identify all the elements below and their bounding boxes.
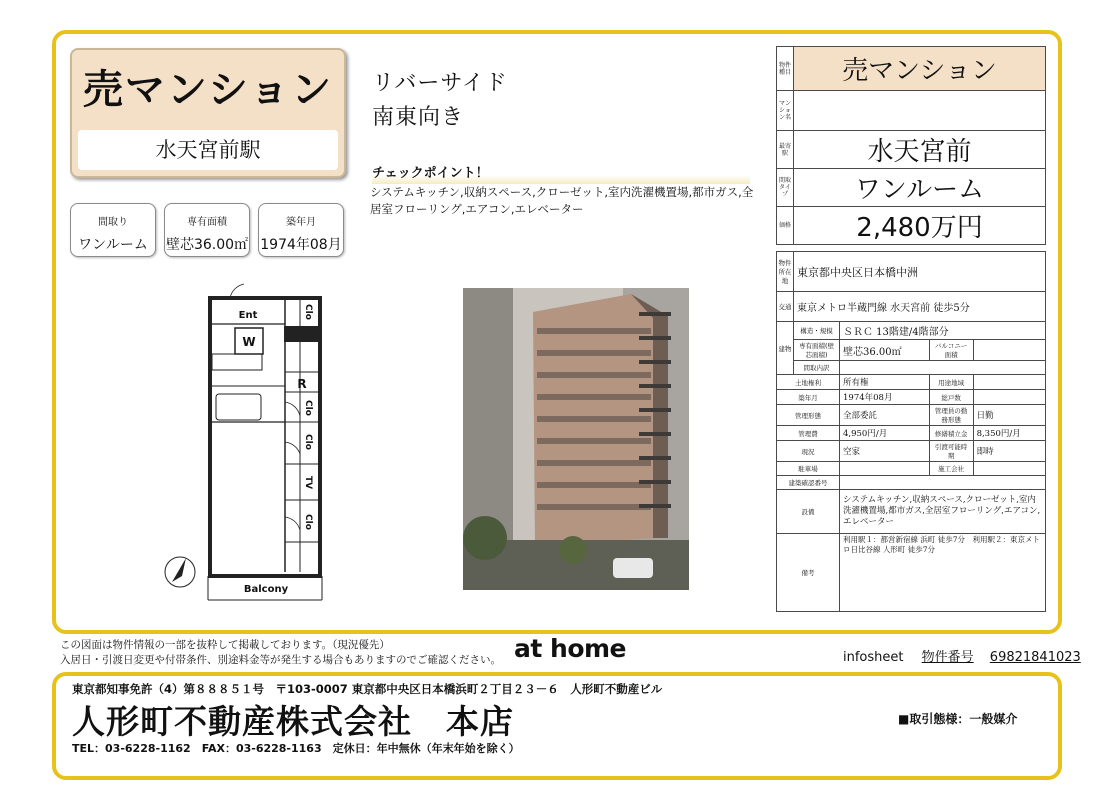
checkpoint-title: チェックポイント！ xyxy=(372,162,750,184)
detail-label: 土地権利 xyxy=(777,375,840,390)
detail-management-fee: 4,950円/月 xyxy=(840,426,930,441)
detail-label: 間取内訳 xyxy=(794,361,840,375)
detail-area: 壁芯36.00㎡ xyxy=(840,340,930,361)
detail-zoning xyxy=(973,375,1045,390)
spec-label: 築年月 xyxy=(286,217,316,228)
detail-label: 建物 xyxy=(777,322,794,375)
detail-status: 空家 xyxy=(840,441,930,462)
sheet-label: マンション名 xyxy=(777,91,794,131)
checkpoint-text: システムキッチン,収納スペース,クローゼット,室内洗濯機置場,都市ガス,全居室フローリング,エアコン,エレベーター xyxy=(370,185,754,216)
detail-remarks: 利用駅１：都営新宿線 浜町 徒歩7分 利用駅２：東京メトロ日比谷線 人形町 徒歩7分 xyxy=(840,534,1046,612)
athome-logo: at home xyxy=(514,634,627,663)
detail-units xyxy=(973,390,1045,405)
detail-layout-detail xyxy=(840,361,1046,375)
detail-label: 駐車場 xyxy=(777,462,840,476)
detail-label: 用途地域 xyxy=(929,375,973,390)
detail-label: 建築確認番号 xyxy=(777,476,840,490)
sheet-property-type: 売マンション xyxy=(794,47,1046,91)
floorplan-drawing xyxy=(160,282,340,607)
detail-management-type: 全部委託 xyxy=(840,405,930,426)
infosheet-label: infosheet xyxy=(843,650,904,665)
detail-balcony xyxy=(973,340,1045,361)
detail-manager: 日勤 xyxy=(973,405,1045,426)
detail-repair-fund: 8,350円/月 xyxy=(973,426,1045,441)
floorplan-label-clo: Clo xyxy=(303,434,313,450)
detail-parking xyxy=(840,462,930,476)
detail-table xyxy=(776,251,1046,612)
floorplan-label-clo: Clo xyxy=(303,400,313,416)
footer-notes xyxy=(60,638,501,668)
sheet-building-name xyxy=(794,91,1046,131)
sheet-price: 2,480万円 xyxy=(794,207,1046,245)
sheet-layout: ワンルーム xyxy=(794,169,1046,207)
tagline-1: リバーサイド xyxy=(372,71,508,96)
floorplan-label-clo: Clo xyxy=(303,514,313,530)
floorplan-label-balcony: Balcony xyxy=(243,584,289,595)
detail-label: 現況 xyxy=(777,441,840,462)
detail-structure: ＳＲＣ 13階建/4階部分 xyxy=(840,322,1046,340)
building-photo-icon xyxy=(463,288,689,590)
detail-label: 引渡可能時期 xyxy=(929,441,973,462)
spec-value: 1974年08月 xyxy=(260,237,342,253)
summary-sheet xyxy=(776,46,1046,245)
sheet-label: 価格 xyxy=(777,207,794,245)
floorplan-label-r: R xyxy=(297,377,307,391)
sheet-label: 間取タイプ xyxy=(777,169,794,207)
property-number: 69821841023 xyxy=(989,650,1081,665)
detail-label: 交通 xyxy=(777,292,794,322)
spec-label: 専有面積 xyxy=(187,217,227,228)
spec-value: ワンルーム xyxy=(78,237,148,253)
company-contact: TEL：03-6228-1162 FAX：03-6228-1163 定休日：年中無休（年末年始を除く） xyxy=(72,742,520,755)
spec-card-layout xyxy=(70,203,156,257)
company-name: 人形町不動産株式会社 本店 xyxy=(72,702,514,741)
detail-built: 1974年08月 xyxy=(840,390,930,405)
sheet-label: 最寄駅 xyxy=(777,131,794,169)
infosheet-info xyxy=(843,646,1081,665)
sheet-station: 水天宮前 xyxy=(794,131,1046,169)
detail-handover: 即時 xyxy=(973,441,1045,462)
detail-label: 構造・規模 xyxy=(794,322,840,340)
detail-label: 物件所在地 xyxy=(777,252,794,292)
property-number-label: 物件番号 xyxy=(921,650,974,665)
detail-label: 総戸数 xyxy=(929,390,973,405)
spec-value: 壁芯36.00㎡ xyxy=(165,237,249,253)
footer-note-line: 入居日・引渡日変更や付帯条件、別途料金等が発生する場合もありますのでご確認ください。 xyxy=(60,654,501,666)
detail-land-right: 所有権 xyxy=(840,375,930,390)
detail-label: 修繕積立金 xyxy=(929,426,973,441)
spec-label: 間取り xyxy=(98,217,128,228)
detail-label: 管理費 xyxy=(777,426,840,441)
spec-card-built xyxy=(258,203,344,257)
detail-address: 東京都中央区日本橋中洲 xyxy=(794,252,1046,292)
detail-label: 設備 xyxy=(777,490,840,534)
detail-label: 専有面積(壁芯面積) xyxy=(794,340,840,361)
sheet-label: 物件種目 xyxy=(777,47,794,91)
detail-label: 築年月 xyxy=(777,390,840,405)
property-type-title: 売マンション xyxy=(82,67,334,113)
detail-label: 管理員の勤務形態 xyxy=(929,405,973,426)
deal-type: ■取引態様：一般媒介 xyxy=(898,712,1018,726)
floorplan-label-tv: TV xyxy=(303,476,313,490)
detail-label: 施工会社 xyxy=(929,462,973,476)
footer-note-line: この図面は物件情報の一部を抜粋して掲載しております。（現況優先） xyxy=(60,639,390,651)
detail-label: バルコニー面積 xyxy=(929,340,973,361)
detail-builder xyxy=(973,462,1045,476)
floorplan-label-ent: Ent xyxy=(238,310,258,321)
station-name: 水天宮前駅 xyxy=(78,130,338,170)
detail-confirmation xyxy=(840,476,1046,490)
floorplan-label-w: W xyxy=(242,335,256,349)
tagline-2: 南東向き xyxy=(372,105,465,130)
detail-label: 備考 xyxy=(777,534,840,612)
company-license: 東京都知事免許（4）第８８８５１号 〒103-0007 東京都中央区日本橋浜町２丁目２３－６ 人形町不動産ビル xyxy=(72,682,663,696)
spec-card-area xyxy=(164,203,250,257)
detail-label: 管理形態 xyxy=(777,405,840,426)
detail-transport: 東京メトロ半蔵門線 水天宮前 徒歩5分 xyxy=(794,292,1046,322)
floorplan-label-clo: Clo xyxy=(303,304,313,320)
detail-facilities: システムキッチン,収納スペース,クローゼット,室内洗濯機置場,都市ガス,全居室フローリング,エアコン,エレベーター xyxy=(840,490,1046,534)
